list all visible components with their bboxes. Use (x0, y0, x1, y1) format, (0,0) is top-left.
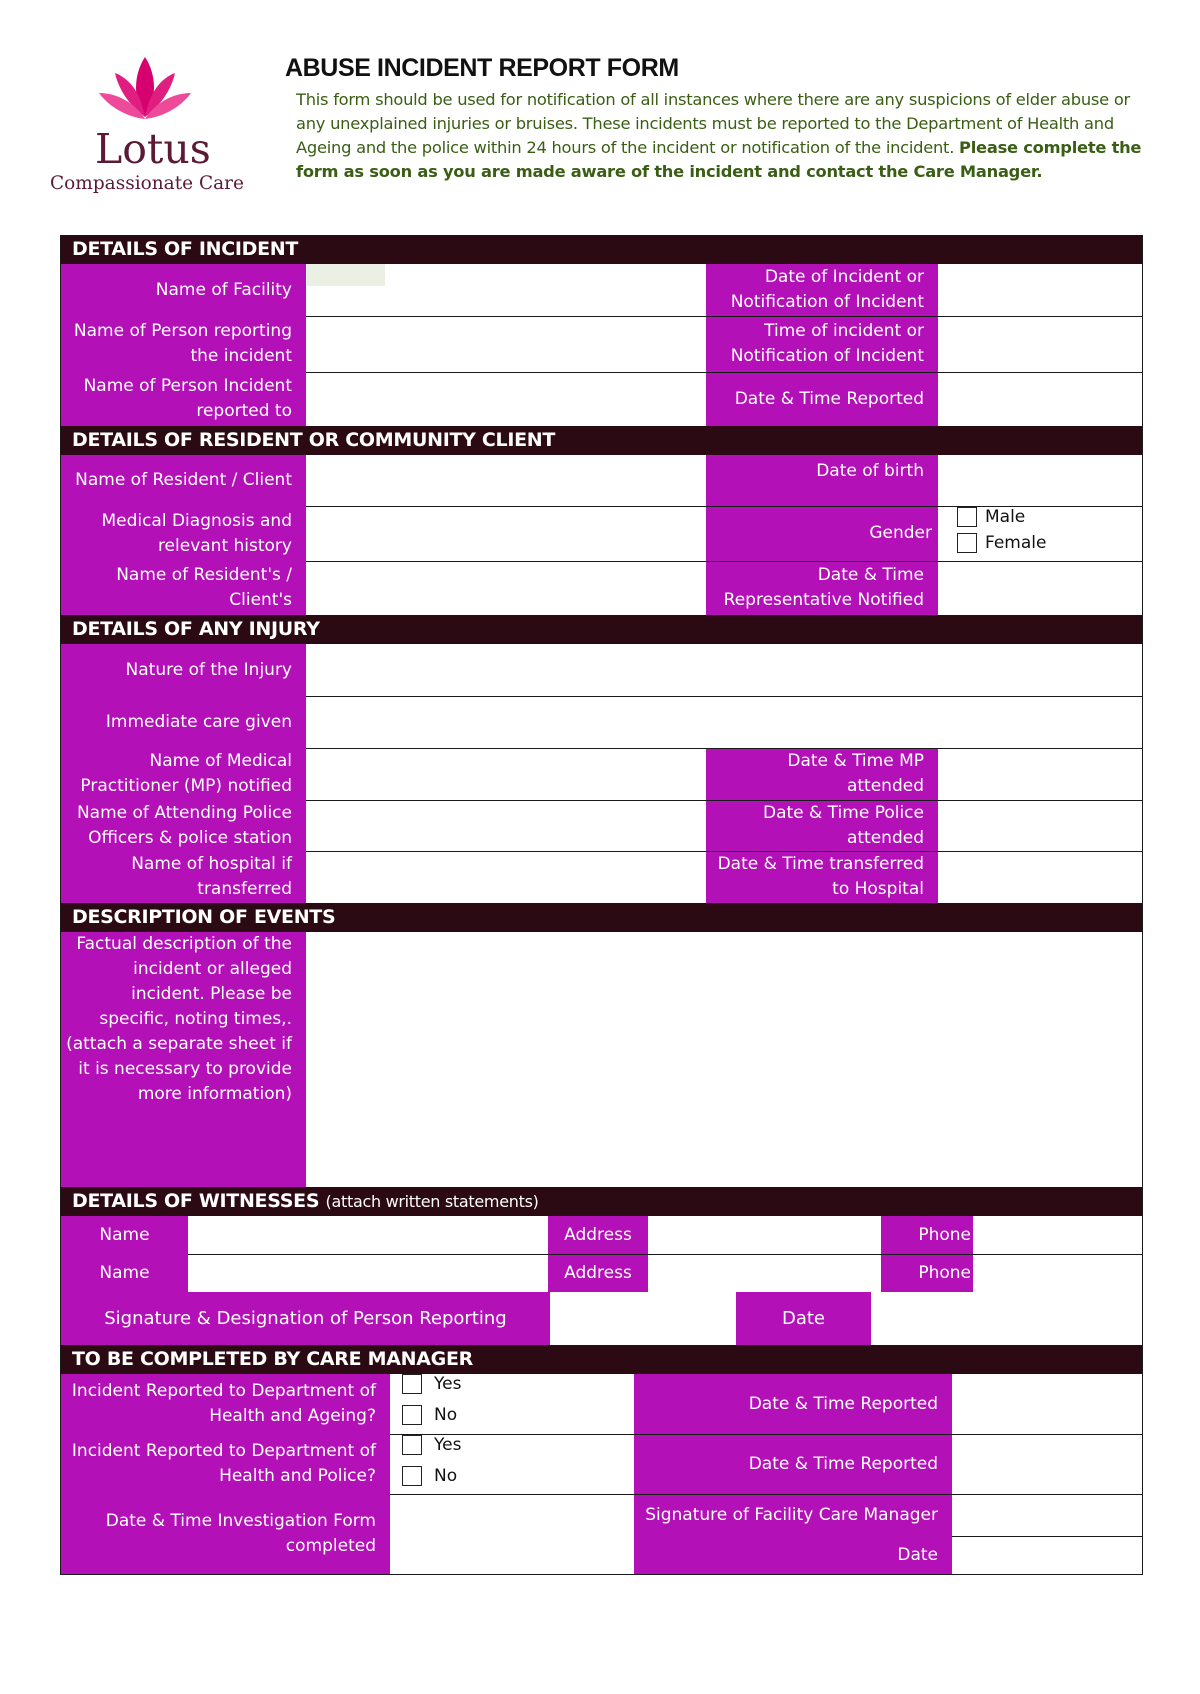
logo (95, 55, 195, 127)
female-label: Female (985, 533, 1047, 553)
reported-doh-no[interactable] (402, 1405, 457, 1425)
section-header-injury (61, 615, 1142, 644)
label-mp: Name of Medical Practitioner (MP) notified (61, 748, 306, 800)
label-date-time-reported: Date & Time Reported (706, 372, 938, 426)
yes-checkbox[interactable] (402, 1435, 422, 1455)
mp-field[interactable] (307, 748, 705, 800)
label-diagnosis: Medical Diagnosis and relevant history (61, 506, 306, 561)
label-representative: Name of Resident's / Client's (61, 561, 306, 615)
label-injury-nature: Nature of the Injury (61, 644, 306, 696)
resident-name-field[interactable] (307, 455, 705, 506)
date-incident-field[interactable] (939, 264, 1142, 316)
label-police-attended: Date & Time Police attended (706, 800, 938, 851)
female-checkbox[interactable] (957, 533, 977, 553)
section-title: DETAILS OF ANY INJURY (72, 618, 320, 640)
witness-phone-field-1[interactable] (974, 1216, 1142, 1254)
section-title: DETAILS OF WITNESSES (72, 1190, 320, 1212)
witness-phone-field-2[interactable] (974, 1254, 1142, 1292)
brand-name: Lotus (95, 125, 211, 173)
label-person-reporting: Name of Person reporting the incident (61, 316, 306, 372)
brand-tagline: Compassionate Care (50, 173, 244, 194)
form-title: ABUSE INCIDENT REPORT FORM (285, 54, 679, 82)
immediate-care-field[interactable] (307, 696, 1142, 748)
manager-date-field[interactable] (953, 1536, 1142, 1574)
diagnosis-field[interactable] (307, 506, 705, 561)
label-facility: Name of Facility (61, 264, 306, 316)
reported-police-yes[interactable] (402, 1435, 461, 1455)
label-manager-signature: Signature of Facility Care Manager (634, 1494, 952, 1536)
police-date-time-field[interactable] (953, 1434, 1142, 1494)
male-checkbox[interactable] (957, 507, 977, 527)
time-incident-field[interactable] (939, 316, 1142, 372)
person-reporting-field[interactable] (307, 316, 705, 372)
manager-signature-field[interactable] (953, 1494, 1142, 1536)
label-signature-date: Date (736, 1292, 871, 1345)
label-gender: Gender (706, 506, 938, 561)
no-label: No (434, 1405, 458, 1425)
section-title: DETAILS OF RESIDENT OR COMMUNITY CLIENT (72, 429, 556, 451)
yes-label: Yes (434, 1374, 462, 1394)
label-hospital-transfer: Date & Time transferred to Hospital (706, 851, 938, 903)
label-rep-notified: Date & Time Representative Notified (706, 561, 938, 615)
label-witness-name-1: Name (61, 1216, 188, 1254)
signature-date-field[interactable] (872, 1292, 1142, 1345)
section-header-manager (61, 1345, 1142, 1374)
witness-address-field-2[interactable] (649, 1254, 880, 1292)
police-attended-field[interactable] (939, 800, 1142, 851)
reported-to-field[interactable] (307, 372, 705, 426)
no-checkbox[interactable] (402, 1466, 422, 1486)
section-title: DETAILS OF INCIDENT (72, 238, 299, 260)
label-police-date-time: Date & Time Reported (634, 1434, 952, 1494)
label-mp-attended: Date & Time MP attended (706, 748, 938, 800)
section-header-resident (61, 426, 1142, 455)
label-manager-date: Date (634, 1536, 952, 1574)
gender-male-option[interactable] (957, 507, 1025, 527)
section-header-witnesses (61, 1187, 1142, 1216)
date-time-reported-field[interactable] (939, 372, 1142, 426)
no-checkbox[interactable] (402, 1405, 422, 1425)
police-field[interactable] (307, 800, 705, 851)
yes-checkbox[interactable] (402, 1374, 422, 1394)
representative-field[interactable] (307, 561, 705, 615)
label-reported-police: Incident Reported to Department of Health and Police? (61, 1434, 390, 1494)
label-witness-phone-1: Phone (881, 1216, 973, 1254)
rep-notified-field[interactable] (939, 561, 1142, 615)
mp-attended-field[interactable] (939, 748, 1142, 800)
hospital-transfer-field[interactable] (939, 851, 1142, 903)
label-immediate-care: Immediate care given (61, 696, 306, 748)
reported-police-no[interactable] (402, 1466, 457, 1486)
section-title: DESCRIPTION OF EVENTS (72, 906, 336, 928)
description-field[interactable] (307, 932, 1142, 1187)
gender-female-option[interactable] (957, 533, 1046, 553)
label-police: Name of Attending Police Officers & police station (61, 800, 306, 851)
label-witness-address-1: Address (548, 1216, 648, 1254)
label-dob: Date of birth (706, 455, 938, 506)
label-time-incident: Time of incident or Notification of Incident (706, 316, 938, 372)
witness-name-field-2[interactable] (189, 1254, 547, 1292)
label-investigation: Date & Time Investigation Form completed (61, 1494, 390, 1574)
label-doh-date-time: Date & Time Reported (634, 1374, 952, 1434)
section-note: (attach written statements) (325, 1192, 539, 1211)
doh-date-time-field[interactable] (953, 1374, 1142, 1434)
reported-doh-yes[interactable] (402, 1374, 461, 1394)
label-hospital: Name of hospital if transferred (61, 851, 306, 903)
label-witness-phone-2: Phone (881, 1254, 973, 1292)
label-signature: Signature & Designation of Person Reporting (61, 1292, 550, 1345)
label-resident-name: Name of Resident / Client (61, 455, 306, 506)
injury-nature-field[interactable] (307, 644, 1142, 696)
lotus-flower-icon (95, 55, 195, 127)
intro-instruction: Please complete the form as soon as you are made aware of the incident and contact the Care Manager. (296, 138, 1142, 181)
facility-field[interactable] (307, 264, 705, 316)
label-description: Factual description of the incident or alleged incident. Please be specific, noting times,. (attach a separate sheet if it is necessary to provide more information) (61, 932, 306, 1187)
section-header-incident (61, 235, 1142, 264)
label-witness-name-2: Name (61, 1254, 188, 1292)
investigation-field[interactable] (391, 1494, 633, 1574)
yes-label: Yes (434, 1435, 462, 1455)
male-label: Male (985, 507, 1026, 527)
dob-field[interactable] (939, 455, 1142, 506)
signature-field[interactable] (551, 1292, 735, 1345)
witness-address-field-1[interactable] (649, 1216, 880, 1254)
label-date-incident: Date of Incident or Notification of Incident (706, 264, 938, 316)
section-header-events (61, 903, 1142, 932)
form-intro (296, 88, 1156, 184)
no-label: No (434, 1466, 458, 1486)
facility-field-highlight (307, 264, 385, 286)
label-reported-to: Name of Person Incident reported to (61, 372, 306, 426)
hospital-field[interactable] (307, 851, 705, 903)
label-witness-address-2: Address (548, 1254, 648, 1292)
intro-text: This form should be used for notification of all instances where there are any suspicions of elder abuse or any unexplained injuries or bruises. These incidents must be reported to the Department of Health and Ageing and the police within 24 hours of the incident or notification of the incident. (296, 90, 1130, 157)
witness-name-field-1[interactable] (189, 1216, 547, 1254)
section-title: TO BE COMPLETED BY CARE MANAGER (72, 1348, 473, 1370)
label-reported-doh: Incident Reported to Department of Health and Ageing? (61, 1374, 390, 1434)
